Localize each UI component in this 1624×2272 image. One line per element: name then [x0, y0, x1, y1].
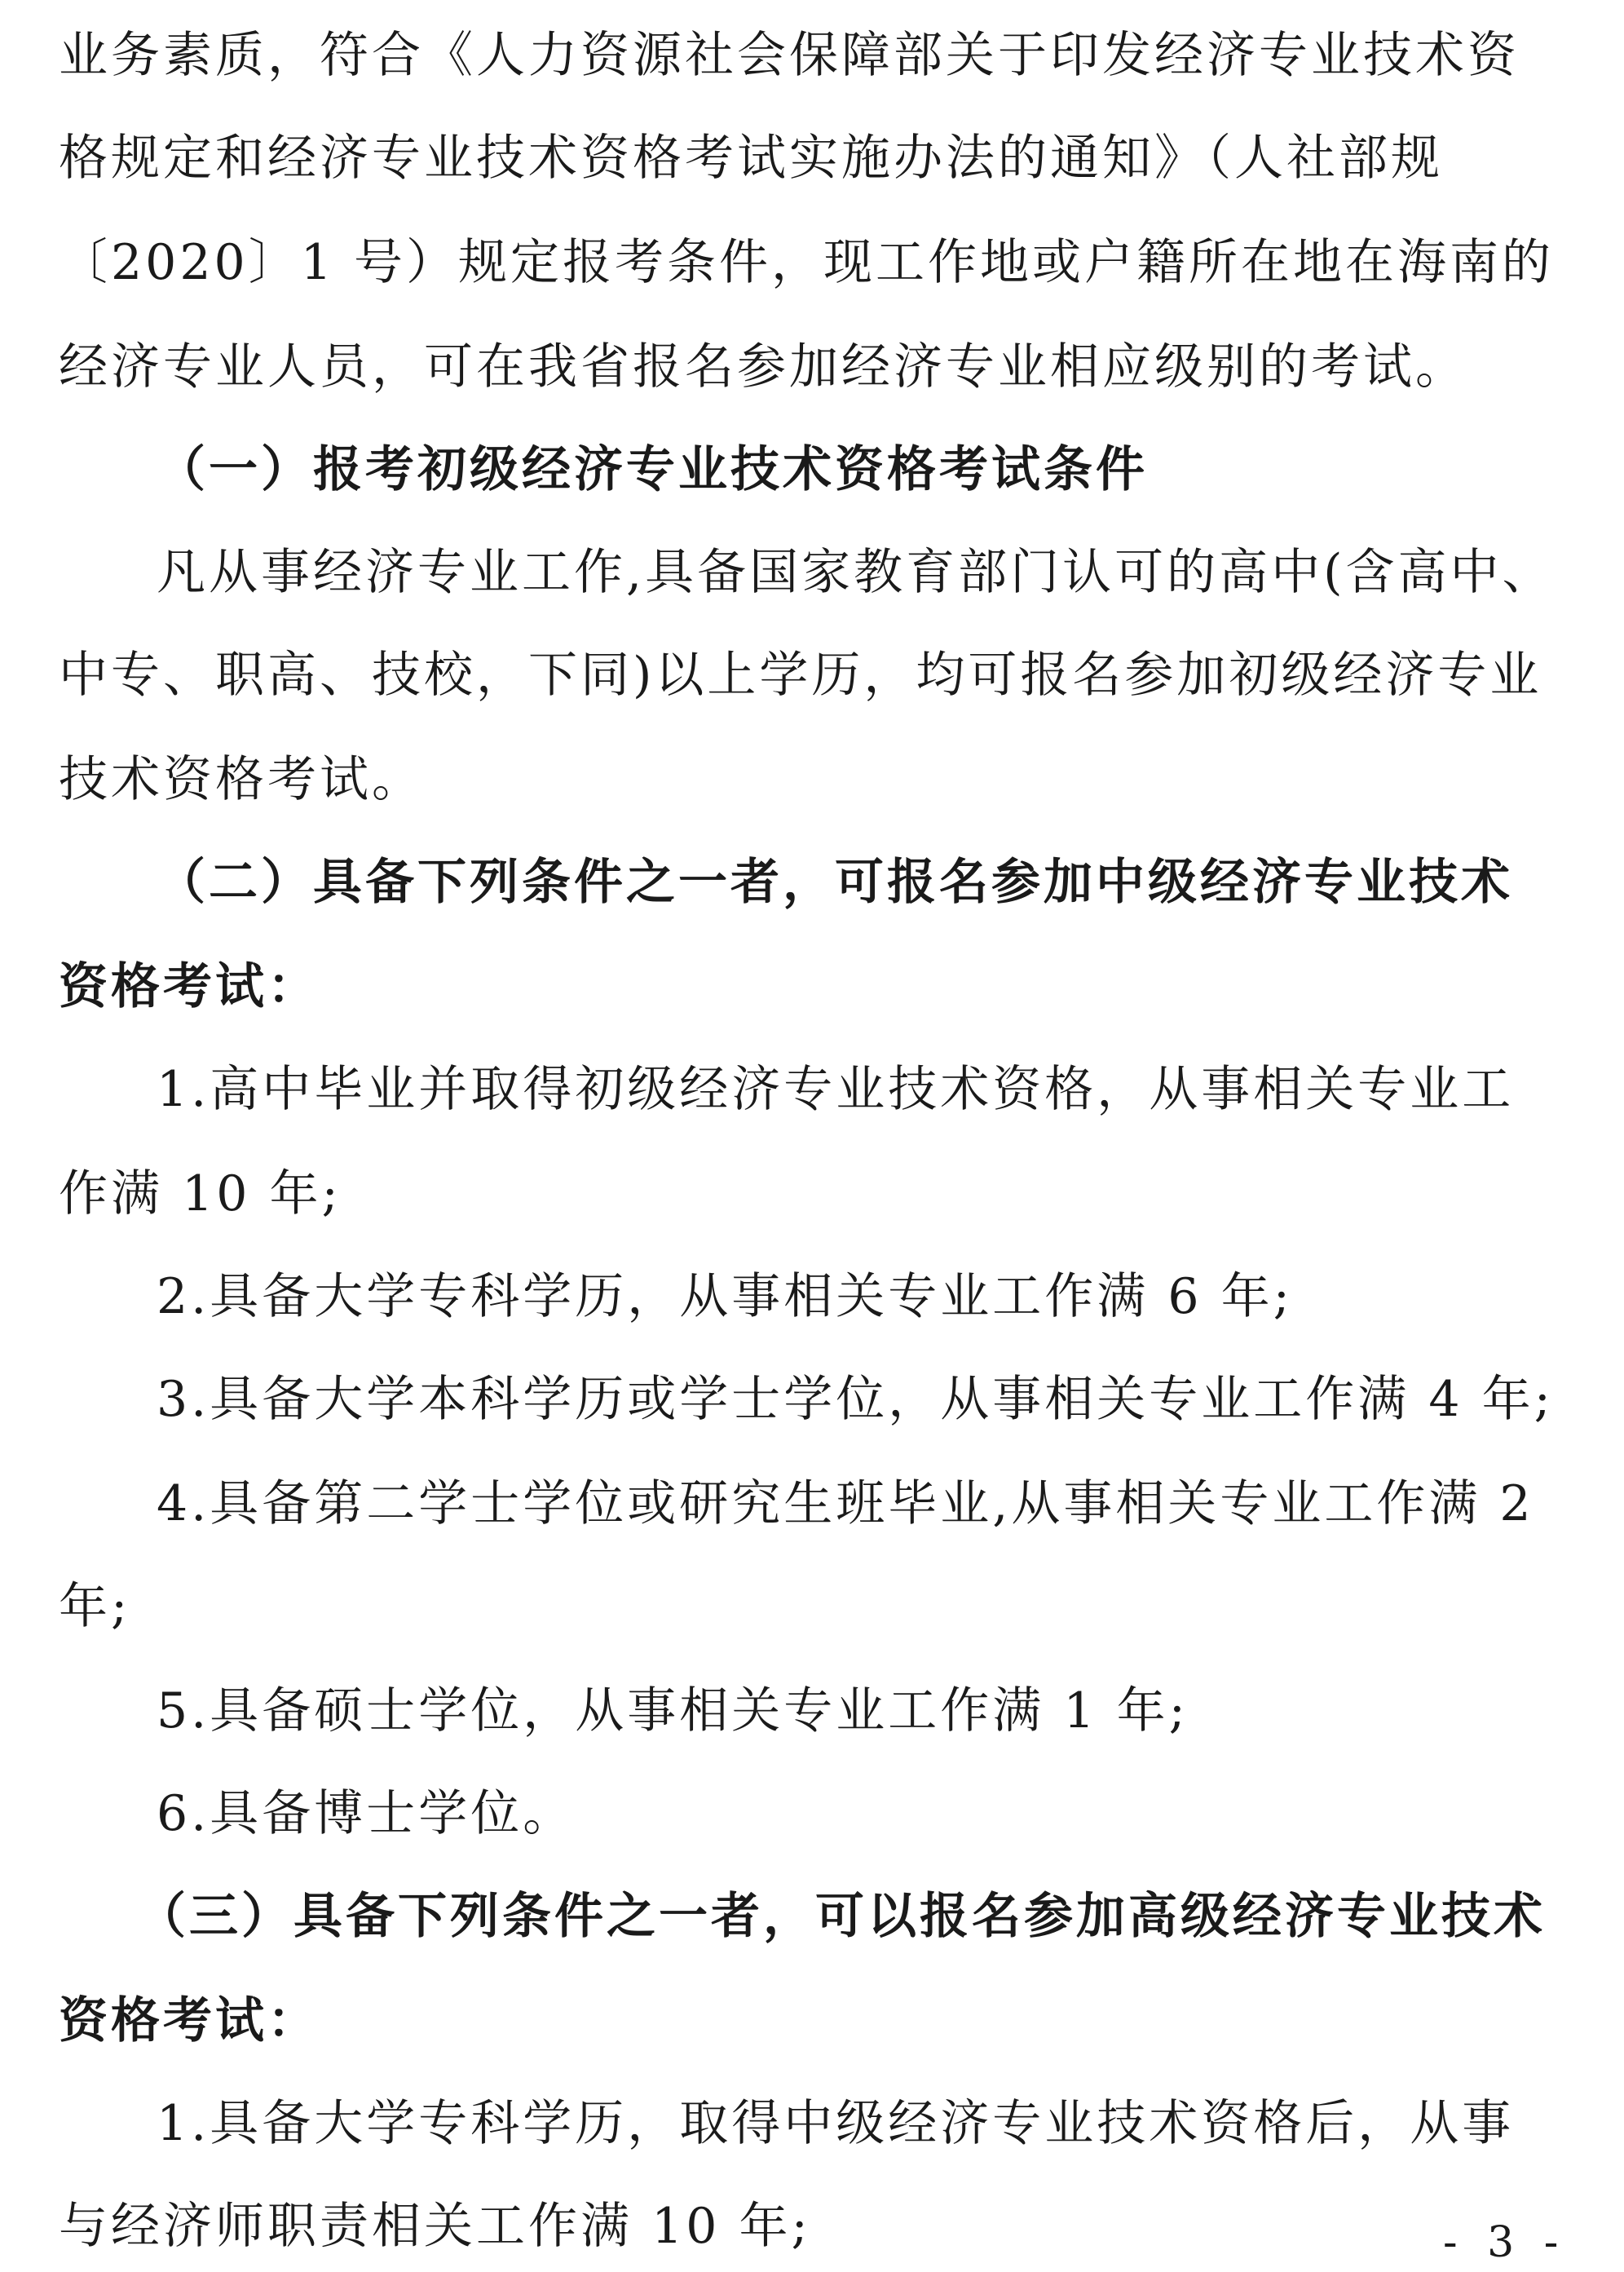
list-item: 1.具备大学专科学历，取得中级经济专业技术资格后，从事 [157, 2095, 1515, 2152]
text-line: 资格考试： [59, 1992, 320, 2049]
text-line: 年; [59, 1578, 131, 1635]
text-line: 业务素质，符合《人力资源社会保障部关于印发经济专业技术资 [59, 27, 1520, 84]
list-item: 6.具备博士学位。 [157, 1785, 576, 1842]
text-line: 技术资格考试。 [59, 751, 424, 808]
text-line: 〔2020〕1 号）规定报考条件，现工作地或户籍所在地在海南的 [59, 234, 1554, 291]
text-line: 作满 10 年; [59, 1165, 342, 1222]
text-line: 资格考试： [59, 958, 320, 1015]
text-line: 凡从事经济专业工作,具备国家教育部门认可的高中(含高中、 [157, 544, 1555, 601]
text-line: 格规定和经济专业技术资格考试实施办法的通知》（人社部规 [59, 130, 1443, 187]
list-item: 3.具备大学本科学历或学士学位，从事相关专业工作满 4 年; [157, 1371, 1554, 1428]
list-item: 5.具备硕士学位，从事相关专业工作满 1 年; [157, 1682, 1189, 1739]
text-line: 与经济师职责相关工作满 10 年; [59, 2198, 811, 2255]
section-heading-2: （二）具备下列条件之一者，可报名参加中级经济专业技术 [157, 854, 1513, 911]
text-line: 中专、职高、技校，下同)以上学历，均可报名参加初级经济专业 [59, 647, 1542, 704]
list-item: 2.具备大学专科学历，从事相关专业工作满 6 年; [157, 1268, 1293, 1325]
section-heading-3: （三）具备下列条件之一者，可以报名参加高级经济专业技术 [137, 1888, 1546, 1945]
page-number: - 3 - [1443, 2218, 1567, 2267]
section-heading-1: （一）报考初级经济专业技术资格考试条件 [157, 441, 1148, 498]
list-item: 1.高中毕业并取得初级经济专业技术资格，从事相关专业工 [157, 1061, 1515, 1118]
text-line: 经济专业人员，可在我省报名参加经济专业相应级别的考试。 [59, 338, 1467, 396]
list-item: 4.具备第二学士学位或研究生班毕业,从事相关专业工作满 2 [157, 1475, 1534, 1532]
